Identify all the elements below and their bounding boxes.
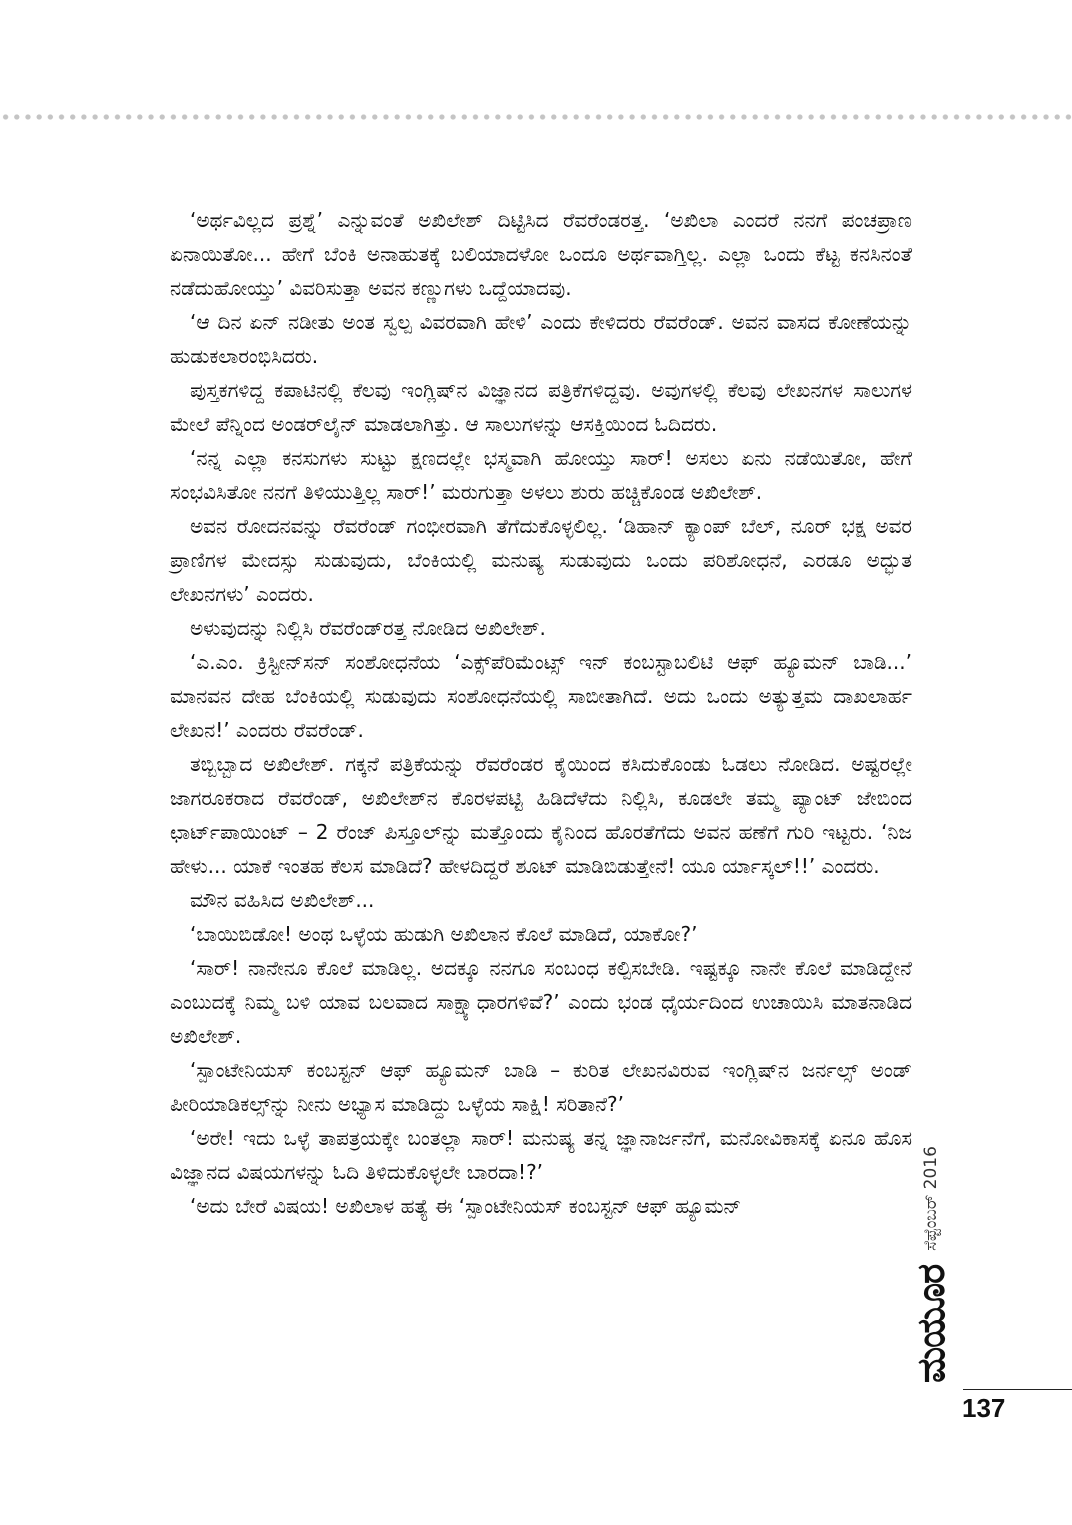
page-number-rule — [963, 1389, 1072, 1390]
article-body — [170, 203, 912, 1223]
paragraph: ‘ಸ್ಪಾಂಟೇನಿಯಸ್ ಕಂಬಸ್ಟನ್ ಆಫ್ ಹ್ಯೂಮನ್ ಬಾಡಿ – ಕುರಿತ ಲೇಖನವಿರುವ ಇಂಗ್ಲಿಷ್‌ನ ಜರ್ನಲ್ಸ್ ಅಂಡ್ ಪೀರಿಯಾಡಿಕಲ್ಸ್‌ನ್ನು ನೀನು ಅಭ್ಯಾಸ ಮಾಡಿದ್ದು ಒಳ್ಳೆಯ ಸಾಕ್ಷಿ! ಸರಿತಾನೆ?’ — [170, 1058, 912, 1116]
paragraph: ‘ನನ್ನ ಎಲ್ಲಾ ಕನಸುಗಳು ಸುಟ್ಟು ಕ್ಷಣದಲ್ಲೇ ಭಸ್ಮವಾಗಿ ಹೋಯ್ತು ಸಾರ್! ಅಸಲು ಏನು ನಡೆಯಿತೋ, ಹೇಗೆ ಸಂಭವಿಸಿತೋ ನನಗೆ ತಿಳಿಯುತ್ತಿಲ್ಲ ಸಾರ್!’ ಮರುಗುತ್ತಾ ಅಳಲು ಶುರು ಹಚ್ಚಿಕೊಂಡ ಅಖಿಲೇಶ್. — [170, 446, 912, 504]
paragraph: ‘ಅದು ಬೇರೆ ವಿಷಯ! ಅಖಿಲಾಳ ಹತ್ಯೆ ಈ ‘ಸ್ಪಾಂಟೇನಿಯಸ್ ಕಂಬಸ್ಟನ್ ಆಫ್ ಹ್ಯೂಮನ್ — [190, 1194, 742, 1218]
issue-date: ಸೆಪ್ಟೆಂಬರ್ 2016 — [921, 1146, 941, 1251]
paragraph: ಪುಸ್ತಕಗಳಿದ್ದ ಕಪಾಟಿನಲ್ಲಿ ಕೆಲವು ಇಂಗ್ಲಿಷ್‌ನ ವಿಜ್ಞಾನದ ಪತ್ರಿಕೆಗಳಿದ್ದವು. ಅವುಗಳಲ್ಲಿ ಕೆಲವು ಲೇಖನಗಳ ಸಾಲುಗಳ ಮೇಲೆ ಪೆನ್ನಿಂದ ಅಂಡರ್‌ಲೈನ್ ಮಾಡಲಾಗಿತ್ತು. ಆ ಸಾಲುಗಳನ್ನು ಆಸಕ್ತಿಯಿಂದ ಓದಿದರು. — [170, 378, 912, 436]
paragraph: ಅಳುವುದನ್ನು ನಿಲ್ಲಿಸಿ ರೆವರೆಂಡ್‌ರತ್ತ ನೋಡಿದ ಅಖಿಲೇಶ್. — [190, 616, 546, 640]
magazine-name: ಮಯೂರ — [909, 1264, 953, 1383]
paragraph: ತಬ್ಬಿಬ್ಬಾದ ಅಖಿಲೇಶ್. ಗಕ್ಕನೆ ಪತ್ರಿಕೆಯನ್ನು ರೆವರೆಂಡರ ಕೈಯಿಂದ ಕಸಿದುಕೊಂಡು ಓಡಲು ನೋಡಿದ. ಅಷ್ಟರಲ್ಲೇ ಜಾಗರೂಕರಾದ ರೆವರೆಂಡ್, ಅಖಿಲೇಶ್‌ನ ಕೊರಳಪಟ್ಟಿ ಹಿಡಿದೆಳೆದು ನಿಲ್ಲಿಸಿ, ಕೂಡಲೇ ತಮ್ಮ ಪ್ಯಾಂಟ್ ಜೇಬಿಂದ ಛಾರ್ಟ್‌ಪಾಯಿಂಟ್ – 2 ರೆಂಜ್ ಪಿಸ್ತೂಲ್‌ನ್ನು ಮತ್ತೊಂದು ಕೈನಿಂದ ಹೊರತೆಗೆದು ಅವನ ಹಣೆಗೆ ಗುರಿ ಇಟ್ಟರು. ‘ನಿಜ ಹೇಳು... ಯಾಕೆ ಇಂತಹ ಕೆಲಸ ಮಾಡಿದೆ? ಹೇಳದಿದ್ದರೆ ಶೂಟ್ ಮಾಡಿಬಿಡುತ್ತೇನೆ! ಯೂ ರ್ಯಾಸ್ಕಲ್!!’ ಎಂದರು. — [170, 752, 912, 878]
dotted-divider — [0, 114, 1072, 120]
paragraph: ‘ಸಾರ್! ನಾನೇನೂ ಕೊಲೆ ಮಾಡಿಲ್ಲ. ಅದಕ್ಕೂ ನನಗೂ ಸಂಬಂಧ ಕಲ್ಪಿಸಬೇಡಿ. ಇಷ್ಟಕ್ಕೂ ನಾನೇ ಕೊಲೆ ಮಾಡಿದ್ದೇನೆ ಎಂಬುದಕ್ಕೆ ನಿಮ್ಮ ಬಳಿ ಯಾವ ಬಲವಾದ ಸಾಕ್ಷ್ಯಾಧಾರಗಳಿವೆ?’ ಎಂದು ಭಂಡ ಧೈರ್ಯದಿಂದ ಉಚಾಯಿಸಿ ಮಾತನಾಡಿದ ಅಖಿಲೇಶ್. — [170, 956, 912, 1048]
magazine-sidebar — [909, 1098, 997, 1383]
paragraph: ‘ಆ ದಿನ ಏನ್ ನಡೀತು ಅಂತ ಸ್ವಲ್ಪ ವಿವರವಾಗಿ ಹೇಳಿ’ ಎಂದು ಕೇಳಿದರು ರೆವರೆಂಡ್. ಅವನ ವಾಸದ ಕೋಣೆಯನ್ನು ಹುಡುಕಲಾರಂಭಿಸಿದರು. — [170, 310, 912, 368]
paragraph: ‘ಅರೇ! ಇದು ಒಳ್ಳೆ ತಾಪತ್ರಯಕ್ಕೇ ಬಂತಲ್ಲಾ ಸಾರ್! ಮನುಷ್ಯ ತನ್ನ ಜ್ಞಾನಾರ್ಜನೆಗೆ, ಮನೋವಿಕಾಸಕ್ಕೆ ಏನೂ ಹೊಸ ವಿಜ್ಞಾನದ ವಿಷಯಗಳನ್ನು ಓದಿ ತಿಳಿದುಕೊಳ್ಳಲೇ ಬಾರದಾ!?’ — [170, 1126, 912, 1184]
paragraph: ಮೌನ ವಹಿಸಿದ ಅಖಿಲೇಶ್... — [190, 888, 375, 912]
paragraph: ‘ಬಾಯಿಬಿಡೋ! ಅಂಥ ಒಳ್ಳೆಯ ಹುಡುಗಿ ಅಖಿಲಾನ ಕೊಲೆ ಮಾಡಿದೆ, ಯಾಕೋ?’ — [190, 922, 698, 946]
paragraph: ಅವನ ರೋದನವನ್ನು ರೆವರೆಂಡ್ ಗಂಭೀರವಾಗಿ ತೆಗೆದುಕೊಳ್ಳಲಿಲ್ಲ. ‘ಡಿಹಾನ್ ಕ್ಯಾಂಪ್ ಬೆಲ್, ನೂರ್ ಭಕ್ಷ ಅವರ ಪ್ರಾಣಿಗಳ ಮೇದಸ್ಸು ಸುಡುವುದು, ಬೆಂಕಿಯಲ್ಲಿ ಮನುಷ್ಯ ಸುಡುವುದು ಒಂದು ಪರಿಶೋಧನೆ, ಎರಡೂ ಅದ್ಭುತ ಲೇಖನಗಳು’ ಎಂದರು. — [170, 514, 912, 606]
magazine-masthead — [909, 1146, 953, 1383]
page-number: 137 — [962, 1393, 1006, 1423]
paragraph: ‘ಅರ್ಥವಿಲ್ಲದ ಪ್ರಶ್ನೆ’ ಎನ್ನುವಂತೆ ಅಖಿಲೇಶ್ ದಿಟ್ಟಿಸಿದ ರೆವರೆಂಡರತ್ತ. ‘ಅಖಿಲಾ ಎಂದರೆ ನನಗೆ ಪಂಚಪ್ರಾಣ ಏನಾಯಿತೋ... ಹೇಗೆ ಬೆಂಕಿ ಅನಾಹುತಕ್ಕೆ ಬಲಿಯಾದಳೋ ಒಂದೂ ಅರ್ಥವಾಗ್ತಿಲ್ಲ. ಎಲ್ಲಾ ಒಂದು ಕೆಟ್ಟ ಕನಸಿನಂತೆ ನಡೆದುಹೋಯ್ತು’ ವಿವರಿಸುತ್ತಾ ಅವನ ಕಣ್ಣುಗಳು ಒದ್ದೆಯಾದವು. — [170, 208, 912, 300]
paragraph: ‘ಎ.ಎಂ. ಕ್ರಿಸ್ಟೀನ್‌ಸನ್ ಸಂಶೋಧನೆಯ ‘ಎಕ್ಸ್‌ಪೆರಿಮೆಂಟ್ಸ್ ಇನ್ ಕಂಬಸ್ಟಾಬಲಿಟಿ ಆಫ್ ಹ್ಯೂಮನ್ ಬಾಡಿ...’ ಮಾನವನ ದೇಹ ಬೆಂಕಿಯಲ್ಲಿ ಸುಡುವುದು ಸಂಶೋಧನೆಯಲ್ಲಿ ಸಾಬೀತಾಗಿದೆ. ಅದು ಒಂದು ಅತ್ಯುತ್ತಮ ದಾಖಲಾರ್ಹ ಲೇಖನ!’ ಎಂದರು ರೆವರೆಂಡ್. — [170, 650, 912, 742]
